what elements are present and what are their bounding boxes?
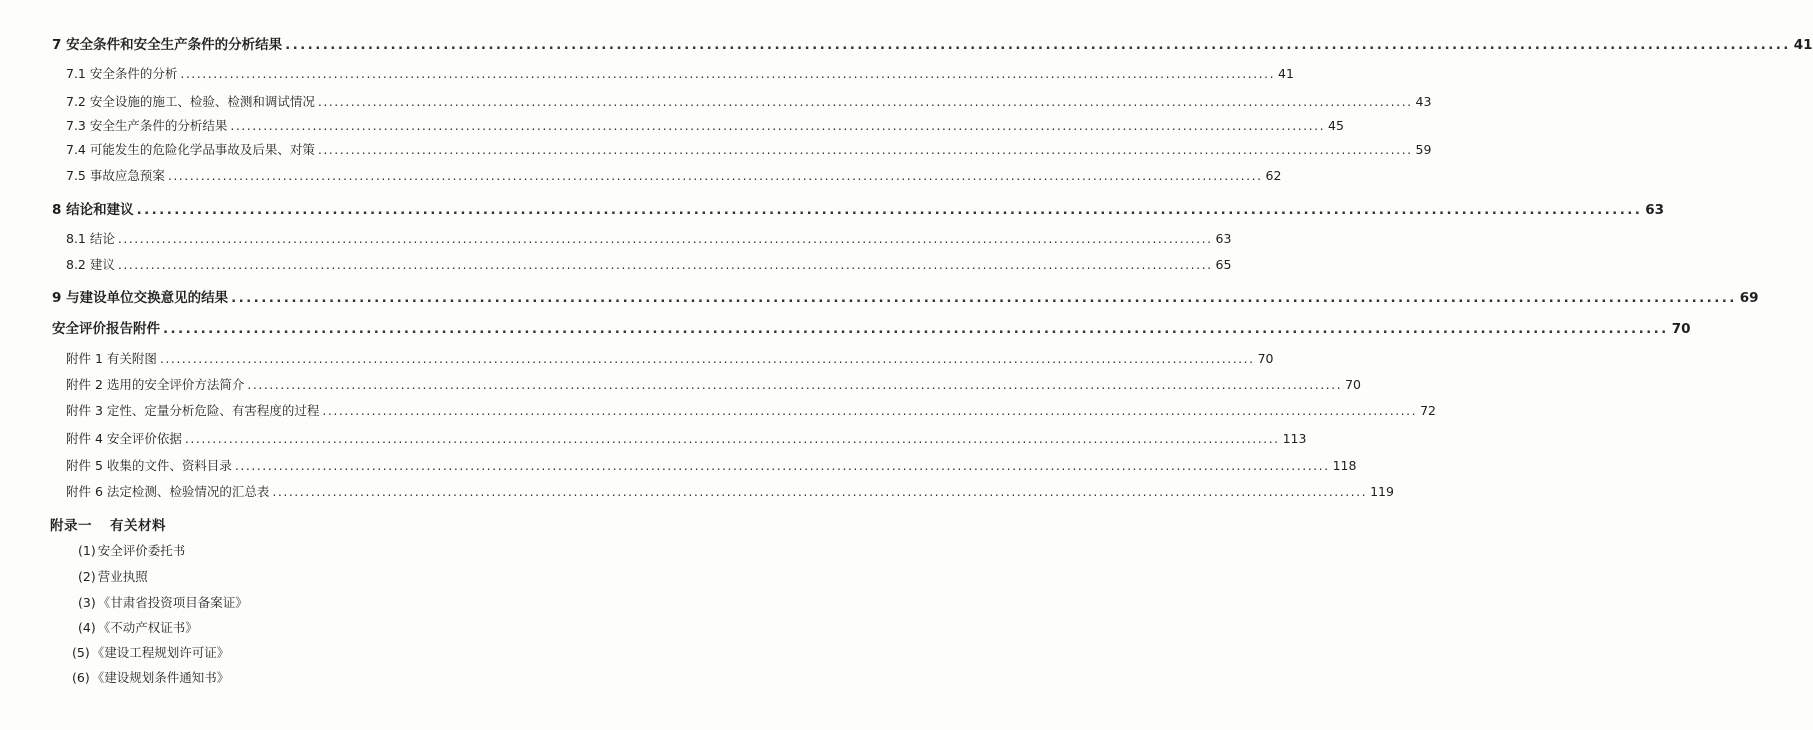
toc-section-entry xyxy=(66,230,1232,248)
appendix-item-number: (5) xyxy=(72,645,90,660)
toc-section-entry xyxy=(66,167,1282,185)
toc-section-entry xyxy=(66,93,1432,111)
appendix-heading-text: 有关材料 xyxy=(110,518,166,534)
toc-entry-title: 7.4 可能发生的危险化学品事故及后果、对策 xyxy=(66,142,315,157)
appendix-heading xyxy=(50,514,166,534)
toc-section-entry xyxy=(66,141,1432,159)
toc-dot-leader: ........................................................................................................................................................................................................ xyxy=(272,484,1368,499)
toc-dot-leader: ........................................................................................................................................................................................................ xyxy=(322,403,1418,418)
appendix-item xyxy=(78,618,198,636)
appendix-item-text: 《建设规划条件通知书》 xyxy=(91,670,230,685)
toc-dot-leader: ........................................................................................................................................................................................................ xyxy=(234,458,1330,473)
toc-dot-leader: ........................................................................................................................................................................................................ xyxy=(136,202,1643,218)
toc-dot-leader: ........................................................................................................................................................................................................ xyxy=(167,168,1263,183)
toc-page-number: 72 xyxy=(1420,403,1436,418)
toc-page-number: 63 xyxy=(1215,231,1232,246)
toc-page-number: 62 xyxy=(1265,168,1282,183)
toc-page-number: 63 xyxy=(1645,202,1665,218)
appendix-item-number: (6) xyxy=(72,670,90,685)
toc-page-number: 41 xyxy=(1793,37,1813,53)
toc-section-entry xyxy=(66,65,1294,83)
toc-dot-leader: ........................................................................................................................................................................................................ xyxy=(317,142,1413,157)
toc-entry-title: 8 结论和建议 xyxy=(52,202,134,218)
toc-entry-title: 附件 6 法定检测、检验情况的汇总表 xyxy=(66,484,270,499)
toc-dot-leader: ........................................................................................................................................................................................................ xyxy=(180,66,1276,81)
toc-page-number: 70 xyxy=(1671,321,1691,337)
toc-page-number: 43 xyxy=(1415,94,1432,109)
appendix-item xyxy=(78,567,148,585)
appendix-item-number: (1) xyxy=(78,543,96,558)
toc-chapter-entry xyxy=(52,289,1759,307)
toc-section-entry xyxy=(66,117,1344,135)
toc-entry-title: 7.2 安全设施的施工、检验、检测和调试情况 xyxy=(66,94,315,109)
toc-entry-title: 8.1 结论 xyxy=(66,231,115,246)
toc-section-entry xyxy=(66,457,1357,475)
toc-entry-title: 7 安全条件和安全生产条件的分析结果 xyxy=(52,37,283,53)
toc-dot-leader: ........................................................................................................................................................................................................ xyxy=(159,351,1255,366)
toc-chapter-entry xyxy=(52,201,1665,219)
appendix-item-number: (3) xyxy=(78,595,96,610)
toc-section-entry xyxy=(66,350,1274,368)
appendix-item xyxy=(72,668,229,686)
toc-entry-title: 附件 1 有关附图 xyxy=(66,351,157,366)
toc-dot-leader: ........................................................................................................................................................................................................ xyxy=(247,377,1343,392)
toc-entry-title: 7.1 安全条件的分析 xyxy=(66,66,178,81)
toc-entry-title: 9 与建设单位交换意见的结果 xyxy=(52,290,229,306)
toc-page-number: 59 xyxy=(1415,142,1432,157)
appendix-heading-prefix: 附录一 xyxy=(50,518,92,534)
toc-page-number: 69 xyxy=(1739,290,1759,306)
toc-dot-leader: ........................................................................................................................................................................................................ xyxy=(285,37,1791,53)
appendix-item-number: (2) xyxy=(78,569,96,584)
toc-page-number: 70 xyxy=(1345,377,1361,392)
toc-page-number: 119 xyxy=(1370,484,1394,499)
toc-page-number: 70 xyxy=(1257,351,1274,366)
toc-dot-leader: ........................................................................................................................................................................................................ xyxy=(117,257,1213,272)
toc-section-entry xyxy=(66,402,1436,420)
toc-page-number: 113 xyxy=(1282,431,1307,446)
toc-section-entry xyxy=(66,483,1394,501)
toc-dot-leader: ........................................................................................................................................................................................................ xyxy=(163,321,1669,337)
toc-dot-leader: ........................................................................................................................................................................................................ xyxy=(230,118,1326,133)
toc-entry-title: 8.2 建议 xyxy=(66,257,115,272)
toc-page-number: 41 xyxy=(1278,66,1294,81)
toc-chapter-entry xyxy=(52,36,1813,54)
toc-dot-leader: ........................................................................................................................................................................................................ xyxy=(184,431,1280,446)
toc-page-number: 118 xyxy=(1332,458,1357,473)
toc-entry-title: 附件 4 安全评价依据 xyxy=(66,431,182,446)
toc-entry-title: 7.5 事故应急预案 xyxy=(66,168,165,183)
toc-entry-title: 附件 3 定性、定量分析危险、有害程度的过程 xyxy=(66,403,320,418)
appendix-item-text: 《建设工程规划许可证》 xyxy=(91,645,230,660)
appendix-item-text: 《甘肃省投资项目备案证》 xyxy=(97,595,248,610)
toc-entry-title: 7.3 安全生产条件的分析结果 xyxy=(66,118,228,133)
appendix-item-text: 《不动产权证书》 xyxy=(97,620,198,635)
appendix-item-number: (4) xyxy=(78,620,96,635)
appendix-item xyxy=(72,643,229,661)
appendix-item-text: 营业执照 xyxy=(97,569,148,584)
toc-entry-title: 安全评价报告附件 xyxy=(52,321,160,337)
toc-page-number: 65 xyxy=(1215,257,1232,272)
toc-entry-title: 附件 5 收集的文件、资料目录 xyxy=(66,458,232,473)
toc-chapter-entry xyxy=(52,320,1691,338)
toc-dot-leader: ........................................................................................................................................................................................................ xyxy=(231,290,1737,306)
toc-dot-leader: ........................................................................................................................................................................................................ xyxy=(317,94,1413,109)
toc-page-number: 45 xyxy=(1328,118,1344,133)
toc-entry-title: 附件 2 选用的安全评价方法简介 xyxy=(66,377,245,392)
appendix-item xyxy=(78,541,185,559)
toc-section-entry xyxy=(66,430,1307,448)
toc-section-entry xyxy=(66,376,1361,394)
appendix-item xyxy=(78,593,248,611)
appendix-item-text: 安全评价委托书 xyxy=(97,543,186,558)
toc-dot-leader: ........................................................................................................................................................................................................ xyxy=(117,231,1213,246)
toc-section-entry xyxy=(66,256,1232,274)
